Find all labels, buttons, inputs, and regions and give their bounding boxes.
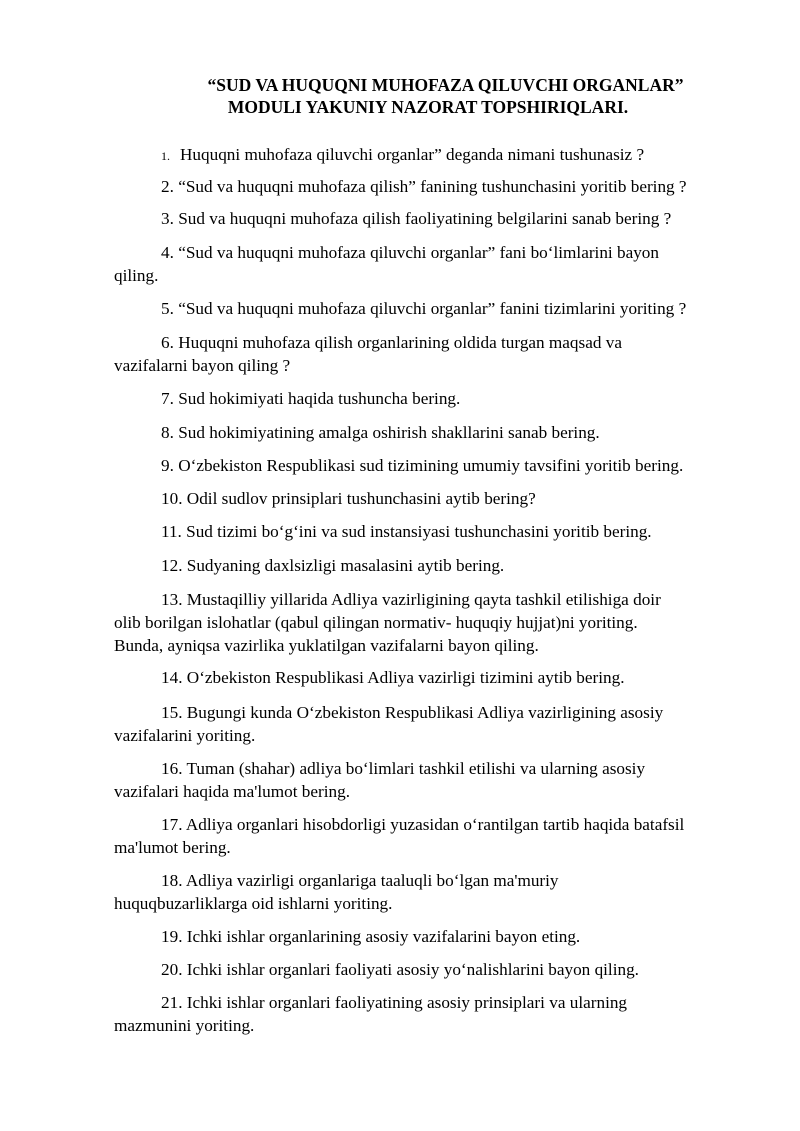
question-text: Huquqni muhofaza qiluvchi organlar” deganda nimani tushunasiz ? [180,145,645,164]
question-text: 19. Ichki ishlar organlarining asosiy vazifalarini bayon eting. [161,927,581,946]
question-item [114,421,754,444]
question-item [114,520,754,543]
question-text: 5. “Sud va huquqni muhofaza qiluvchi organlar” fanini tizimlarini yoriting ? [161,299,687,318]
question-item [114,701,754,747]
question-text-continued: mazmunini yoriting. [114,1016,255,1035]
document-title-line-2: MODULI YAKUNIY NAZORAT TOPSHIRIQLARI. [227,97,629,117]
question-item [114,813,754,859]
question-text-continued: ma'lumot bering. [114,838,231,857]
question-item [114,487,754,510]
question-text: 9. Oʻzbekiston Respublikasi sud tizimining umumiy tavsifini yoritib bering. [161,456,684,475]
question-item [114,297,754,320]
question-number: 1. [161,149,170,163]
question-text-continued: Bunda, ayniqsa vazirlika yuklatilgan vazifalarni bayon qiling. [114,636,539,655]
question-item [114,207,754,230]
question-item [114,666,754,689]
question-text: 15. Bugungi kunda Oʻzbekiston Respublikasi Adliya vazirligining asosiy [161,703,664,722]
question-item [114,588,754,657]
question-text-continued: qiling. [114,266,159,285]
question-text: 12. Sudyaning daxlsizligi masalasini aytib bering. [161,556,505,575]
question-text: 18. Adliya vazirligi organlariga taaluqli boʻlgan ma'muriy [161,871,559,890]
question-text: 17. Adliya organlari hisobdorligi yuzasidan oʻrantilgan tartib haqida batafsil [161,815,685,834]
question-item [114,387,754,410]
document-title-line-1: “SUD VA HUQUQNI MUHOFAZA QILUVCHI ORGANLAR” [207,75,684,95]
question-item [114,454,754,477]
question-item [114,958,754,981]
question-text: 16. Tuman (shahar) adliya boʻlimlari tashkil etilishi va ularning asosiy [161,759,646,778]
question-text-continued: vazifalarni bayon qiling ? [114,356,291,375]
question-text: 3. Sud va huquqni muhofaza qilish faoliyatining belgilarini sanab bering ? [161,209,672,228]
question-text: 20. Ichki ishlar organlari faoliyati asosiy yoʻnalishlarini bayon qiling. [161,960,639,979]
question-text: 13. Mustaqilliy yillarida Adliya vazirligining qayta tashkil etilishiga doir [161,590,661,609]
question-item [114,925,754,948]
question-text: 2. “Sud va huquqni muhofaza qilish” fanining tushunchasini yoritib bering ? [161,177,687,196]
question-text: 6. Huquqni muhofaza qilish organlarining oldida turgan maqsad va [161,333,622,352]
question-item [114,869,754,915]
question-text: 7. Sud hokimiyati haqida tushuncha bering. [161,389,461,408]
question-text-continued: vazifalari haqida ma'lumot bering. [114,782,350,801]
question-item [114,175,754,198]
question-item [114,241,754,287]
question-text: 11. Sud tizimi boʻgʻini va sud instansiyasi tushunchasini yoritib bering. [161,522,652,541]
question-text-continued: olib borilgan islohatlar (qabul qilingan normativ- huquqiy hujjat)ni yoriting. [114,613,638,632]
question-text: 8. Sud hokimiyatining amalga oshirish shakllarini sanab bering. [161,423,600,442]
question-item [114,554,754,577]
question-text: 14. Oʻzbekiston Respublikasi Adliya vazirligi tizimini aytib bering. [161,668,625,687]
question-text-continued: huquqbuzarliklarga oid ishlarni yoriting. [114,894,393,913]
question-item [114,757,754,803]
question-text: 10. Odil sudlov prinsiplari tushunchasini aytib bering? [161,489,536,508]
question-text-continued: vazifalarini yoriting. [114,726,256,745]
question-text: 4. “Sud va huquqni muhofaza qiluvchi organlar” fani boʻlimlarini bayon [161,243,659,262]
question-text: 21. Ichki ishlar organlari faoliyatining asosiy prinsiplari va ularning [161,993,628,1012]
question-item [114,143,754,168]
question-item [114,991,754,1037]
question-item [114,331,754,377]
